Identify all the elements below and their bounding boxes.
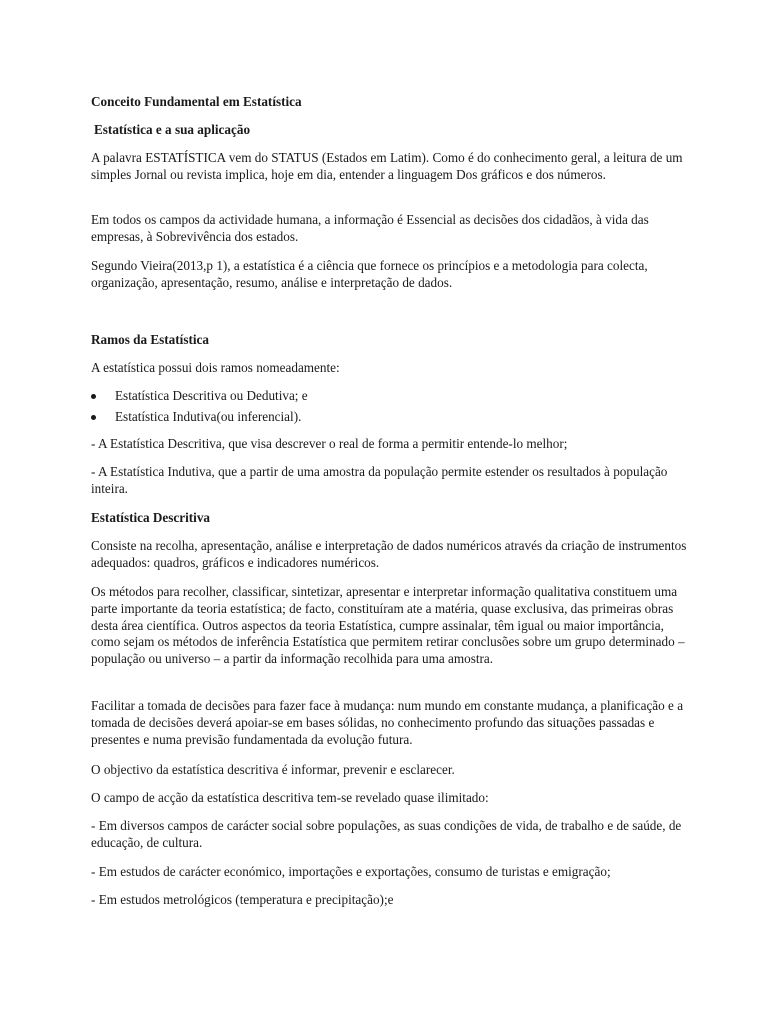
- list-item: [91, 388, 691, 409]
- paragraph: - Em diversos campos de carácter social sobre populações, as suas condições de vida, de trabalho e de saúde, de educação, de cultura.: [91, 818, 682, 850]
- document-title: Conceito Fundamental em Estatística: [91, 94, 302, 109]
- bullet-list: [91, 388, 691, 430]
- paragraph: - A Estatística Indutiva, que a partir de uma amostra da população permite estender os resultados à população inteira.: [91, 464, 668, 496]
- paragraph: Segundo Vieira(2013,p 1), a estatística é a ciência que fornece os princípios e a metodologia para colecta, organização, apresentação, resumo, análise e interpretação de dados.: [91, 258, 648, 290]
- paragraph: - Em estudos metrológicos (temperatura e precipitação);e: [91, 892, 394, 907]
- list-item: [91, 409, 691, 430]
- paragraph: O campo de acção da estatística descritiva tem-se revelado quase ilimitado:: [91, 790, 489, 805]
- paragraph: - Em estudos de carácter económico, importações e exportações, consumo de turistas e emigração;: [91, 864, 611, 879]
- paragraph: A estatística possui dois ramos nomeadamente:: [91, 360, 340, 375]
- list-item-text: Estatística Indutiva(ou inferencial).: [115, 409, 302, 424]
- bullet-icon: [91, 415, 96, 420]
- paragraph: Consiste na recolha, apresentação, análise e interpretação de dados numéricos através da criação de instrumentos adequados: quadros, gráficos e indicadores numéricos.: [91, 538, 687, 570]
- paragraph: A palavra ESTATÍSTICA vem do STATUS (Estados em Latim). Como é do conhecimento geral, a leitura de um simples Jornal ou revista implica, hoje em dia, entender a linguagem Dos gráficos e dos números.: [91, 150, 683, 182]
- section-heading-ramos: Ramos da Estatística: [91, 332, 209, 347]
- paragraph: Os métodos para recolher, classificar, sintetizar, apresentar e interpretar informação qualitativa constituem uma parte importante da teoria estatística; de facto, constituíram ate a matéria, quase exclusiva, das primeiras obras desta área científica. Outros aspectos da teoria Estatística, cumpre assinalar, têm igual ou maior importância, como sejam os métodos de inferência Estatística que permitem retirar conclusões sobre um grupo determinado – população ou universo – a partir da informação recolhida para uma amostra.: [91, 584, 685, 667]
- list-item-text: Estatística Descritiva ou Dedutiva; e: [115, 388, 308, 403]
- paragraph: Em todos os campos da actividade humana, a informação é Essencial as decisões dos cidadãos, à vida das empresas, à Sobrevivência dos estados.: [91, 212, 649, 244]
- paragraph: - A Estatística Descritiva, que visa descrever o real de forma a permitir entende-lo melhor;: [91, 436, 568, 451]
- paragraph: Facilitar a tomada de decisões para fazer face à mudança: num mundo em constante mudança, a planificação e a tomada de decisões deverá apoiar-se em bases sólidas, no conhecimento profundo das situações passadas e presentes e numa previsão fundamentada da evolução futura.: [91, 698, 684, 747]
- bullet-icon: [91, 394, 96, 399]
- paragraph: O objectivo da estatística descritiva é informar, prevenir e esclarecer.: [91, 762, 455, 777]
- section-heading-aplicacao: Estatística e a sua aplicação: [94, 122, 251, 137]
- section-heading-descritiva: Estatística Descritiva: [91, 510, 211, 525]
